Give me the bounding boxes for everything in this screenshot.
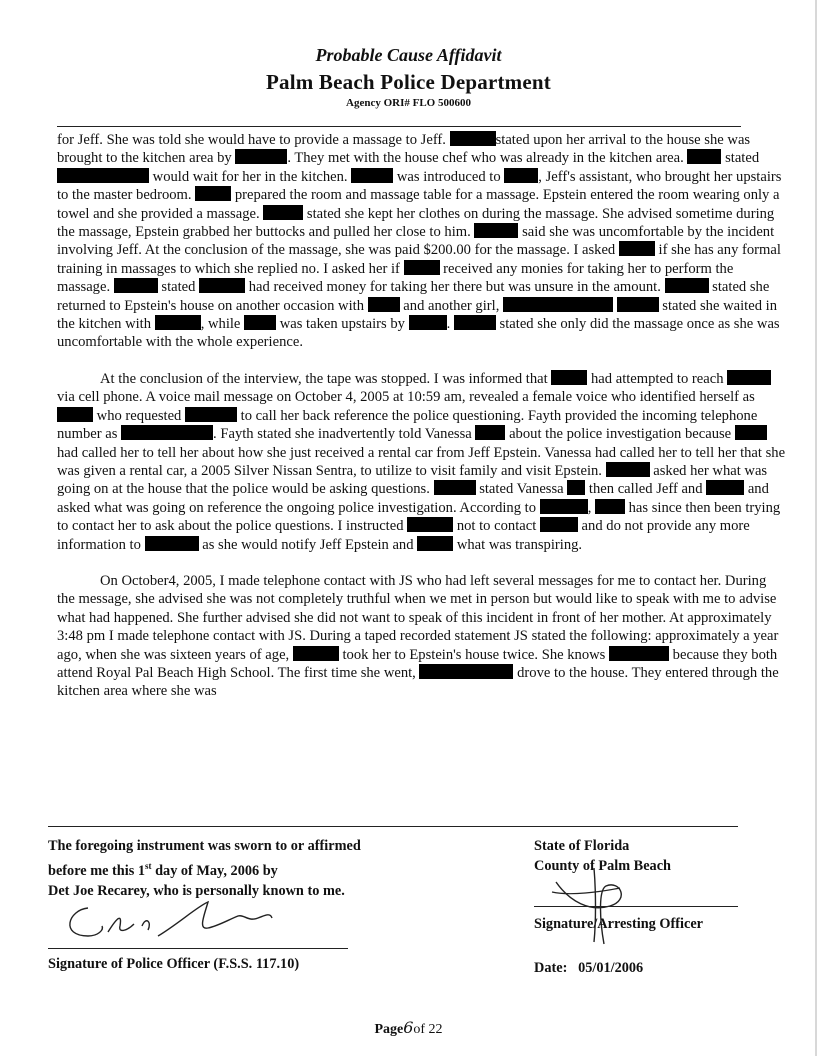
redaction xyxy=(195,186,231,201)
redaction xyxy=(417,536,453,551)
redaction xyxy=(551,370,587,385)
redaction xyxy=(687,149,721,164)
handwritten-page-number: 6 xyxy=(403,1018,414,1037)
redaction xyxy=(475,425,505,440)
sworn-statement: The foregoing instrument was sworn to or affirmed before me this 1st day of May, 2006 by Det Joe Recarey, who is personally known to me. xyxy=(48,838,361,899)
redaction xyxy=(665,278,709,293)
redaction xyxy=(409,315,447,330)
redaction xyxy=(419,664,513,679)
page-number: Page6of 22 xyxy=(374,1018,443,1037)
redaction xyxy=(727,370,771,385)
redaction xyxy=(454,315,496,330)
redaction xyxy=(619,241,655,256)
redaction xyxy=(735,425,767,440)
redaction xyxy=(606,462,650,477)
redaction xyxy=(404,260,440,275)
redaction xyxy=(450,131,496,146)
officer-signature-scribble xyxy=(58,896,288,946)
paragraph-3: On October4, 2005, I made telephone contact with JS who had left several messages for me to contact her. During the message, she advised she was not completely truthful when we met in person but would like to speak with me to advise what had happened. She further advised she did not want to speak of this incident in front of her mother. At approximately 3:48 pm I made telephone contact with JS. During a taped recorded statement JS stated the following: approximately a year ago, when she was sixteen years of age, took her to Epstein's house twice. She knows because they both attend Royal Pal Beach High School. The first time she went, drove to the house. They entered through the kitchen area where she was xyxy=(57,572,779,700)
footer-rule xyxy=(48,826,738,827)
redaction xyxy=(609,646,669,661)
officer-signature-line xyxy=(48,948,348,949)
redaction xyxy=(244,315,276,330)
redaction xyxy=(114,278,158,293)
redaction xyxy=(407,517,453,532)
redaction xyxy=(57,407,93,422)
redaction xyxy=(503,297,613,312)
redaction xyxy=(235,149,287,164)
redaction xyxy=(121,425,213,440)
redaction xyxy=(155,315,201,330)
document-title: Probable Cause Affidavit xyxy=(315,45,502,65)
redaction xyxy=(540,499,588,514)
redaction xyxy=(617,297,659,312)
redaction xyxy=(567,480,585,495)
redaction xyxy=(293,646,339,661)
redaction xyxy=(504,168,538,183)
paragraph-1: for Jeff. She was told she would have to provide a massage to Jeff. stated upon her arrival to the house she was brought to the kitchen area by . They met with the house chef who was already in the kitchen area. stated would wait for her in the kitchen. was introduced to , Jeff's assistant, who brought her upstairs to the master bedroom. prepared the room and massage table for a massage. Epstein entered the room wearing only a towel and she provided a massage. stated she kept her clothes on during the massage. She advised sometime during the massage, Epstein grabbed her buttocks and pulled her close to him. said she was uncomfortable by the incident involving Jeff. At the conclusion of the massage, she was paid $200.00 for the massage. I asked if she has any formal training in massages to which she replied no. I asked her if received any monies for taking her to perform the massage. stated had received money for taking her there but was unsure in the amount. stated she returned to Epstein's house on another occasion with and another girl, stated she waited in the kitchen with , while was taken upstairs by . stated she only did the massage once as she was uncomfortable with the whole experience. xyxy=(57,132,782,351)
redaction xyxy=(595,499,625,514)
redaction xyxy=(434,480,476,495)
agency-ori: Agency ORI# FLO 500600 xyxy=(346,97,471,109)
redaction xyxy=(474,223,518,238)
arresting-signature-line xyxy=(534,906,738,907)
jurisdiction: State of Florida County of Palm Beach xyxy=(534,838,672,874)
officer-signature-label: Signature of Police Officer (F.S.S. 117.10) xyxy=(48,956,300,972)
arresting-signature-label: Signature/Arresting Officer xyxy=(534,916,704,932)
department-name: Palm Beach Police Department xyxy=(266,70,551,94)
redaction xyxy=(351,168,393,183)
redaction xyxy=(540,517,578,532)
redaction xyxy=(199,278,245,293)
redaction xyxy=(706,480,744,495)
header-rule xyxy=(57,126,741,127)
redaction xyxy=(57,168,149,183)
date-field: Date: 05/01/2006 xyxy=(534,960,644,976)
redaction xyxy=(145,536,199,551)
redaction xyxy=(263,205,303,220)
affidavit-body xyxy=(57,131,787,701)
redaction xyxy=(368,297,400,312)
date-value: 05/01/2006 xyxy=(578,960,644,976)
redaction xyxy=(185,407,237,422)
paragraph-2: At the conclusion of the interview, the tape was stopped. I was informed that had attempted to reach via cell phone. A voice mail message on October 4, 2005 at 10:59 am, revealed a female voice who identified herself as who requested to call her back reference the police questioning. Fayth provided the incoming telephone number as . Fayth stated she inadvertently told Vanessa about the police investigation because had called her to tell her about how she just received a rental car from Jeff Epstein. Vanessa had called her to tell her that she was given a rental car, a 2005 Silver Nissan Sentra, to utilize to visit family and visit Epstein. asked her what was going on at the house that the police would be asking questions. stated Vanessa then called Jeff and and asked what was going on reference the ongoing police investigation. According to , has since then been trying to contact her to ask about the police questions. I instructed not to contact and do not provide any more information to as she would notify Jeff Epstein and what was transpiring. xyxy=(57,370,786,553)
